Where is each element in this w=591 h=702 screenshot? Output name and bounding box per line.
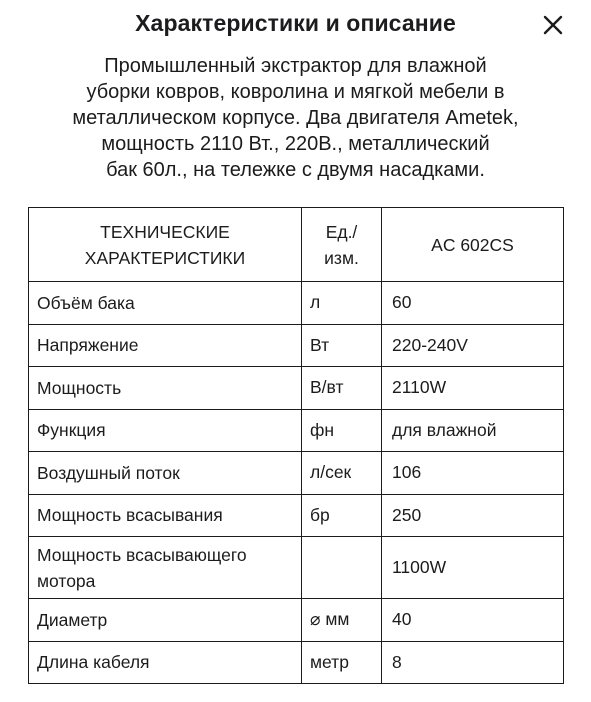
spec-unit: л/сек	[302, 452, 382, 495]
table-row	[29, 641, 564, 684]
table-row	[29, 537, 564, 599]
spec-value: 106	[382, 452, 564, 495]
product-description	[22, 53, 569, 183]
spec-name-line: мотора	[37, 570, 96, 591]
spec-value: 2110W	[382, 367, 564, 410]
spec-unit: В/вт	[302, 367, 382, 410]
header-line: Ед./	[325, 221, 358, 242]
spec-unit: фн	[302, 409, 382, 452]
spec-unit: Вт	[302, 324, 382, 367]
spec-unit: л	[302, 282, 382, 325]
spec-unit: бр	[302, 494, 382, 537]
close-button[interactable]	[540, 12, 566, 38]
spec-name: Функция	[29, 409, 302, 452]
spec-value: 8	[382, 641, 564, 684]
description-line: уборки ковров, ковролина и мягкой мебели в	[86, 81, 505, 103]
spec-value: 1100W	[382, 537, 564, 599]
spec-value: 40	[382, 599, 564, 642]
spec-name: Диаметр	[29, 599, 302, 642]
spec-name	[29, 537, 302, 599]
spec-name: Напряжение	[29, 324, 302, 367]
spec-value: 220-240V	[382, 324, 564, 367]
header-model: AC 602CS	[382, 208, 564, 282]
specifications-table	[28, 207, 564, 684]
table-row	[29, 599, 564, 642]
spec-name: Длина кабеля	[29, 641, 302, 684]
spec-unit	[302, 537, 382, 599]
close-icon	[540, 12, 566, 38]
page-title: Характеристики и описание	[135, 10, 456, 36]
table-row	[29, 367, 564, 410]
spec-unit: метр	[302, 641, 382, 684]
table-row	[29, 494, 564, 537]
table-header-row	[29, 208, 564, 282]
spec-value: 250	[382, 494, 564, 537]
description-line: бак 60л., на тележке с двумя насадками.	[106, 159, 485, 181]
header-line: изм.	[324, 247, 359, 268]
header-unit	[302, 208, 382, 282]
table-row	[29, 282, 564, 325]
spec-name: Мощность всасывания	[29, 494, 302, 537]
spec-name: Воздушный поток	[29, 452, 302, 495]
header-line: ХАРАКТЕРИСТИКИ	[84, 247, 246, 268]
spec-name: Мощность	[29, 367, 302, 410]
spec-unit: ⌀ мм	[302, 599, 382, 642]
spec-value: 60	[382, 282, 564, 325]
description-line: Промышленный экстрактор для влажной	[104, 55, 487, 77]
spec-name-line: Мощность всасывающего	[37, 544, 247, 565]
spec-name: Объём бака	[29, 282, 302, 325]
header-characteristics	[29, 208, 302, 282]
description-line: металлическом корпусе. Два двигателя Ametek,	[72, 107, 519, 129]
table-row	[29, 409, 564, 452]
description-line: мощность 2110 Вт., 220В., металлический	[101, 133, 490, 155]
sheet-header	[0, 0, 591, 50]
spec-value: для влажной	[382, 409, 564, 452]
table-row	[29, 324, 564, 367]
header-line: ТЕХНИЧЕСКИЕ	[100, 221, 230, 242]
table-row	[29, 452, 564, 495]
